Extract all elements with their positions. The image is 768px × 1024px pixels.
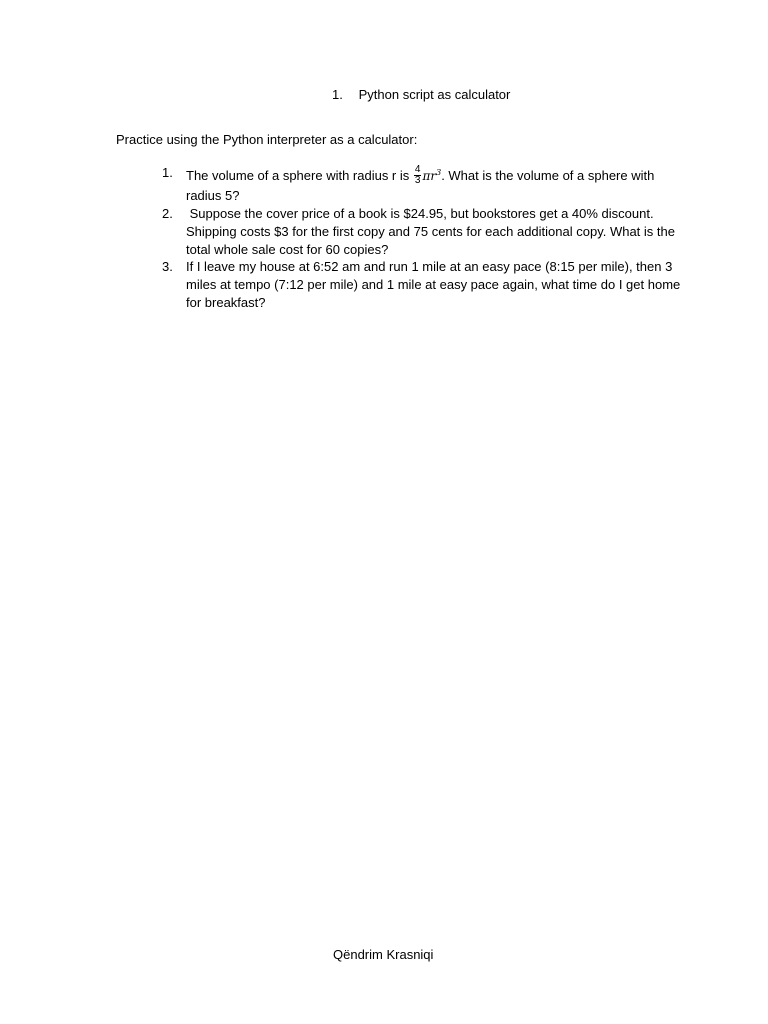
- heading-number: 1.: [332, 87, 343, 102]
- list-item: [162, 258, 682, 312]
- list-item-number: 3.: [162, 259, 173, 274]
- item-text-continued: radius 5?: [186, 188, 240, 204]
- intro-paragraph: Practice using the Python interpreter as a calculator:: [116, 132, 418, 147]
- list-item-number: 1.: [162, 165, 173, 180]
- footer-author: Qëndrim Krasniqi: [333, 947, 434, 962]
- item-text-after: . What is the volume of a sphere with: [441, 168, 655, 183]
- fraction: [414, 165, 422, 186]
- formula-exponent: 3: [436, 168, 442, 177]
- formula-expression: [422, 169, 441, 183]
- list-item: [162, 205, 682, 259]
- item-text-before: The volume of a sphere with radius r is: [186, 168, 410, 183]
- list-item-text: [186, 164, 682, 205]
- list-item-number: 2.: [162, 206, 173, 221]
- list-item: [162, 164, 682, 205]
- fraction-numerator: 4: [414, 164, 421, 176]
- fraction-denominator: 3: [414, 175, 421, 187]
- heading-title: Python script as calculator: [358, 87, 511, 102]
- list-item-text: Suppose the cover price of a book is $24.95, but bookstores get a 40% discount. Shipping costs $3 for the first copy and 75 cents for each additional copy. What is the total whole sale cost for 60 copies?: [186, 206, 679, 257]
- document-heading: [332, 87, 510, 102]
- list-item-text: If I leave my house at 6:52 am and run 1 mile at an easy pace (8:15 per mile), then 3 miles at tempo (7:12 per mile) and 1 mile at easy pace again, what time do I get home for breakfast?: [186, 259, 681, 310]
- formula-variable: πr: [422, 169, 437, 183]
